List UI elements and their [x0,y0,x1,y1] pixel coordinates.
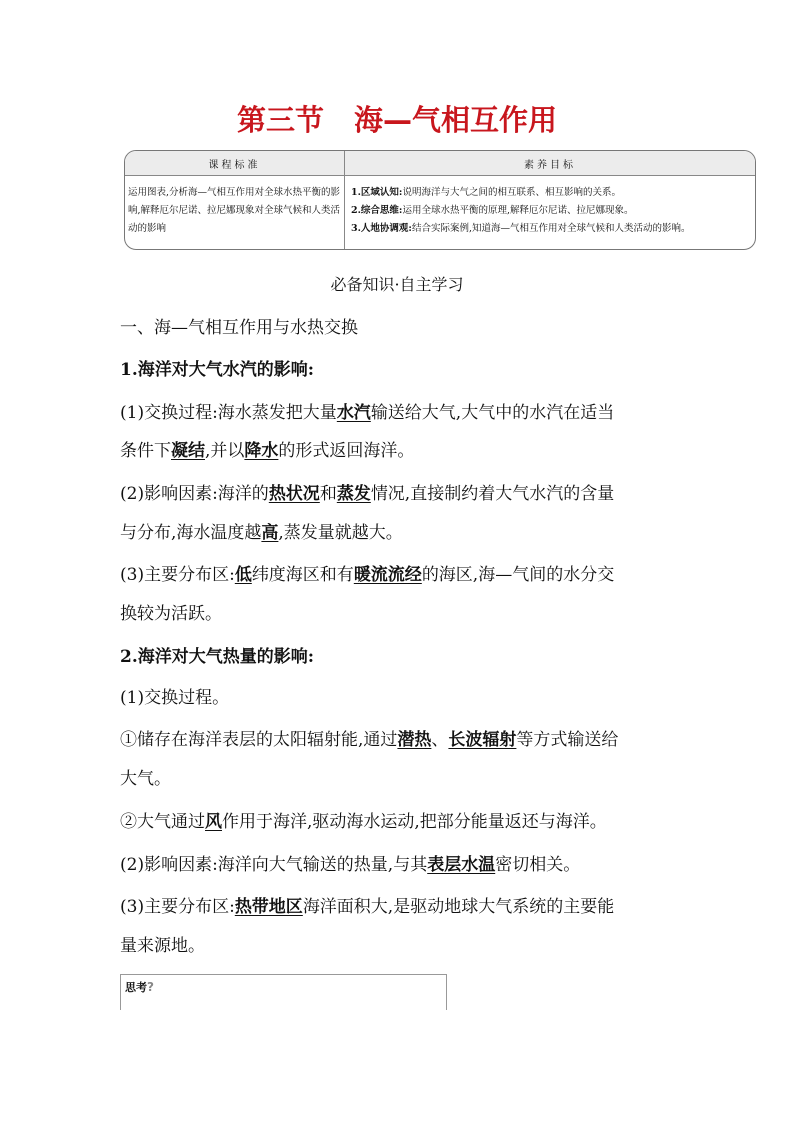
question-icon: ? [147,980,154,994]
header-standards: 课程标准 [125,151,345,175]
goal-item: 3.人地协调观:结合实际案例,知道海—气相互作用对全球气候和人类活动的影响。 [351,223,691,234]
page-title [0,98,794,139]
paragraph-8-line1: (3)主要分布区:热带地区海洋面积大,是驱动地球大气系统的主要能 [120,897,615,917]
standards-body [125,176,755,250]
paragraph-2-line2: 与分布,海水温度越高,蒸发量就越大。 [120,523,403,543]
header-goals: 素养目标 [524,159,576,171]
goal-item: 1.区域认知:说明海洋与大气之间的相互联系、相互影响的关系。 [351,187,621,198]
paragraph-8-line2: 量来源地。 [120,936,205,956]
paragraph-3-line2: 换较为活跃。 [120,604,222,624]
section-heading: 必备知识·自主学习 [330,275,464,294]
heading-1: 一、海—气相互作用与水热交换 [120,318,358,338]
section-name: 海—气相互作用 [354,103,558,137]
subheading-2: 2.海洋对大气热量的影响: [120,647,315,667]
paragraph-4: (1)交换过程。 [120,688,230,708]
subheading-1: 1.海洋对大气水汽的影响: [120,360,315,380]
standards-text: 运用图表,分析海—气相互作用对全球水热平衡的影响,解释厄尔尼诺、拉尼娜现象对全球气候和人类活动的影响 [125,176,345,250]
paragraph-1-line1: (1)交换过程:海水蒸发把大量水汽输送给大气,大气中的水汽在适当 [120,403,615,423]
goal-item: 2.综合思维:运用全球水热平衡的原理,解释厄尔尼诺、拉尼娜现象。 [351,205,634,216]
paragraph-7: (2)影响因素:海洋向大气输送的热量,与其表层水温密切相关。 [120,855,581,875]
paragraph-5-line2: 大气。 [120,769,171,789]
paragraph-1-line2: 条件下凝结,并以降水的形式返回海洋。 [120,441,415,461]
paragraph-5-line1: ①储存在海洋表层的太阳辐射能,通过潜热、长波辐射等方式输送给 [120,730,619,750]
goals-list [345,176,755,250]
standards-table [124,150,756,250]
think-box [120,974,447,1010]
paragraph-6: ②大气通过风作用于海洋,驱动海水运动,把部分能量返还与海洋。 [120,812,607,832]
section-number: 第三节 [236,103,324,137]
think-label: 思考? [125,980,154,994]
standards-header [125,151,755,176]
paragraph-2-line1: (2)影响因素:海洋的热状况和蒸发情况,直接制约着大气水汽的含量 [120,484,615,504]
paragraph-3-line1: (3)主要分布区:低纬度海区和有暖流流经的海区,海—气间的水分交 [120,565,615,585]
